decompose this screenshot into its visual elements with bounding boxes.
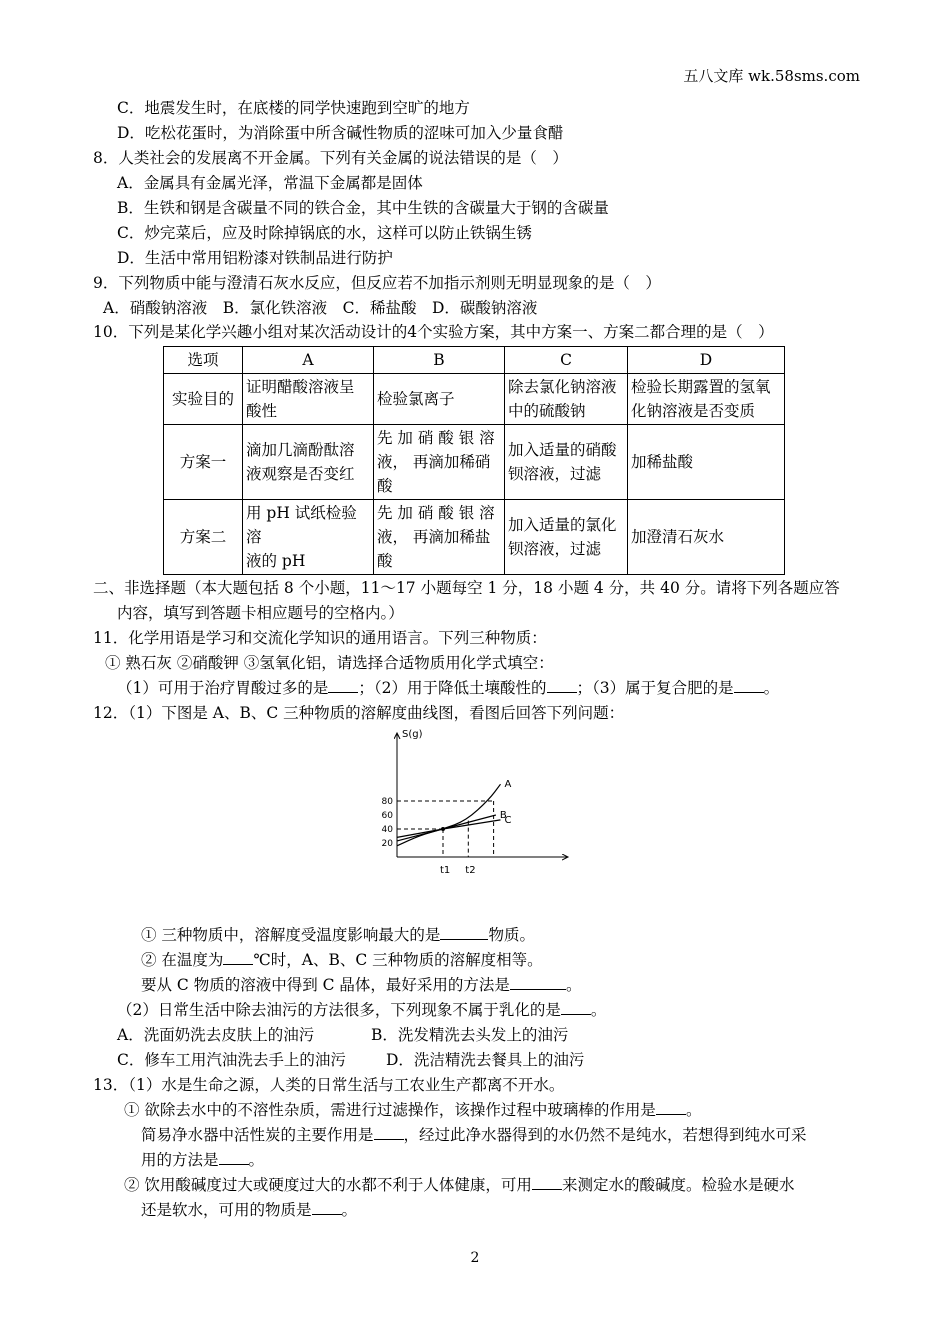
q12-option-a: A．洗面奶洗去皮肤上的油污 [117, 1026, 315, 1044]
option-line: C．炒完菜后，应及时除掉锅底的水，这样可以防止铁锅生锈 [117, 224, 532, 242]
section-heading: 二、非选择题（本大题包括 8 个小题，11～17 小题每空 1 分，18 小题 4 分，共 40 分。请将下列各题应答 [93, 579, 840, 597]
option-line: B．生铁和钢是含碳量不同的铁合金，其中生铁的含碳量大于钢的含碳量 [117, 199, 609, 217]
intersection-point [441, 827, 445, 831]
question-stem: 10．下列是某化学兴趣小组对某次活动设计的4个实验方案，其中方案一、方案二都合理的是（ ） [93, 323, 774, 341]
q13-stem: 13．（1）水是生命之源，人类的日常生活与工农业生产都离不开水。 [93, 1076, 565, 1094]
curve-B [397, 815, 496, 837]
q13-line3: 用的方法是 。 [141, 1151, 265, 1169]
answer-blank[interactable] [223, 964, 253, 965]
experiment-table [163, 346, 785, 575]
table-cell: 先 加 硝 酸 银 溶 液， 再滴加稀盐 酸 [374, 500, 505, 575]
table-header-cell: D [628, 347, 785, 374]
answer-blank[interactable] [547, 692, 577, 693]
answer-blank[interactable] [374, 1139, 404, 1140]
answer-blank[interactable] [440, 939, 488, 940]
question-stem: 9．下列物质中能与澄清石灰水反应，但反应若不加指示剂则无明显现象的是（ ） [93, 274, 661, 292]
answer-blank[interactable] [510, 989, 566, 990]
y-tick-label: 60 [381, 811, 393, 821]
y-axis-label: S(g) [402, 729, 423, 740]
table-row [164, 425, 785, 500]
page-number: 2 [470, 1250, 480, 1266]
y-tick-label: 20 [381, 839, 393, 849]
q12-line2: ② 在温度为 ℃时，A、B、C 三种物质的溶解度相等。 [141, 951, 543, 969]
q11-questions: （1）可用于治疗胃酸过多的是 ；（2）用于降低土壤酸性的 ；（3）属于复合肥的是 。 [117, 679, 780, 697]
page-header: 五八文库 wk.58sms.com [683, 67, 860, 85]
q12-line4: （2）日常生活中除去油污的方法很多，下列现象不属于乳化的是 。 [117, 1001, 607, 1019]
q12-line1: ① 三种物质中，溶解度受温度影响最大的是 物质。 [141, 926, 535, 944]
table-row [164, 374, 785, 425]
y-tick-label: 40 [381, 825, 393, 835]
curve-label-A: A [504, 779, 512, 791]
table-cell: 加稀盐酸 [628, 425, 785, 500]
row-label: 方案二 [164, 500, 243, 575]
answer-blank[interactable] [561, 1014, 591, 1015]
option-line: C．地震发生时，在底楼的同学快速跑到空旷的地方 [117, 99, 470, 117]
x-tick-label: t2 [465, 865, 476, 876]
table-header-row [164, 347, 785, 374]
answer-blank[interactable] [328, 692, 358, 693]
q13-line5: 还是软水，可用的物质是 。 [141, 1201, 358, 1219]
table-cell: 加入适量的硝酸 钡溶液，过滤 [505, 425, 628, 500]
answer-blank[interactable] [312, 1214, 342, 1215]
x-tick-label: t1 [440, 865, 451, 876]
q11-items: ① 熟石灰 ②硝酸钾 ③氢氧化铝，请选择合适物质用化学式填空： [105, 654, 554, 672]
q11-stem: 11．化学用语是学习和交流化学知识的通用语言。下列三种物质： [93, 629, 547, 647]
solubility-chart [350, 725, 580, 890]
q12-stem: 12．（1）下图是 A、B、C 三种物质的溶解度曲线图，看图后回答下列问题： [93, 704, 625, 722]
answer-blank[interactable] [532, 1189, 562, 1190]
table-header-cell: B [374, 347, 505, 374]
answer-blank[interactable] [656, 1114, 686, 1115]
table-header-cell: A [243, 347, 374, 374]
row-label: 实验目的 [164, 374, 243, 425]
table-cell: 加澄清石灰水 [628, 500, 785, 575]
answer-blank[interactable] [734, 692, 764, 693]
curve-label-B: B [499, 810, 507, 821]
option-line: A．硝酸钠溶液 B．氯化铁溶液 C．稀盐酸 D．碳酸钠溶液 [103, 299, 538, 317]
table-cell: 滴加几滴酚酞溶 液观察是否变红 [243, 425, 374, 500]
q13-line4: ② 饮用酸碱度过大或硬度过大的水都不利于人体健康，可用 来测定水的酸碱度。检验水是硬水 [124, 1176, 795, 1194]
table-cell: 先 加 硝 酸 银 溶 液， 再滴加稀硝 酸 [374, 425, 505, 500]
table-cell: 证明醋酸溶液呈 酸性 [243, 374, 374, 425]
table-row [164, 500, 785, 575]
table-cell: 用 pH 试纸检验溶 液的 pH [243, 500, 374, 575]
question-stem: 8．人类社会的发展离不开金属。下列有关金属的说法错误的是（ ） [93, 149, 568, 167]
curve-C [397, 820, 501, 841]
q13-line2: 简易净水器中活性炭的主要作用是 ，经过此净水器得到的水仍然不是纯水，若想得到纯水可采 [141, 1126, 807, 1144]
q12-option-d: D．洗洁精洗去餐具上的油污 [386, 1051, 585, 1069]
table-cell: 加入适量的氯化 钡溶液，过滤 [505, 500, 628, 575]
y-tick-label: 80 [381, 797, 393, 807]
table-cell: 检验长期露置的氢氧 化钠溶液是否变质 [628, 374, 785, 425]
option-line: A．金属具有金属光泽，常温下金属都是固体 [117, 174, 423, 192]
table-header-cell: 选项 [164, 347, 243, 374]
option-line: D．生活中常用铝粉漆对铁制品进行防护 [117, 249, 393, 267]
q13-line1: ① 欲除去水中的不溶性杂质，需进行过滤操作，该操作过程中玻璃棒的作用是 。 [124, 1101, 702, 1119]
curve-label-C: C [504, 814, 512, 826]
q12-option-c: C．修车工用汽油洗去手上的油污 [117, 1051, 346, 1069]
answer-blank[interactable] [219, 1164, 249, 1165]
option-line: D．吃松花蛋时，为消除蛋中所含碱性物质的涩味可加入少量食醋 [117, 124, 564, 142]
q12-option-b: B．洗发精洗去头发上的油污 [371, 1026, 569, 1044]
row-label: 方案一 [164, 425, 243, 500]
q12-line3: 要从 C 物质的溶液中得到 C 晶体，最好采用的方法是 。 [141, 976, 582, 994]
table-header-cell: C [505, 347, 628, 374]
section-heading-cont: 内容，填写到答题卡相应题号的空格内。） [117, 604, 404, 622]
table-cell: 除去氯化钠溶液 中的硫酸钠 [505, 374, 628, 425]
table-cell: 检验氯离子 [374, 374, 505, 425]
